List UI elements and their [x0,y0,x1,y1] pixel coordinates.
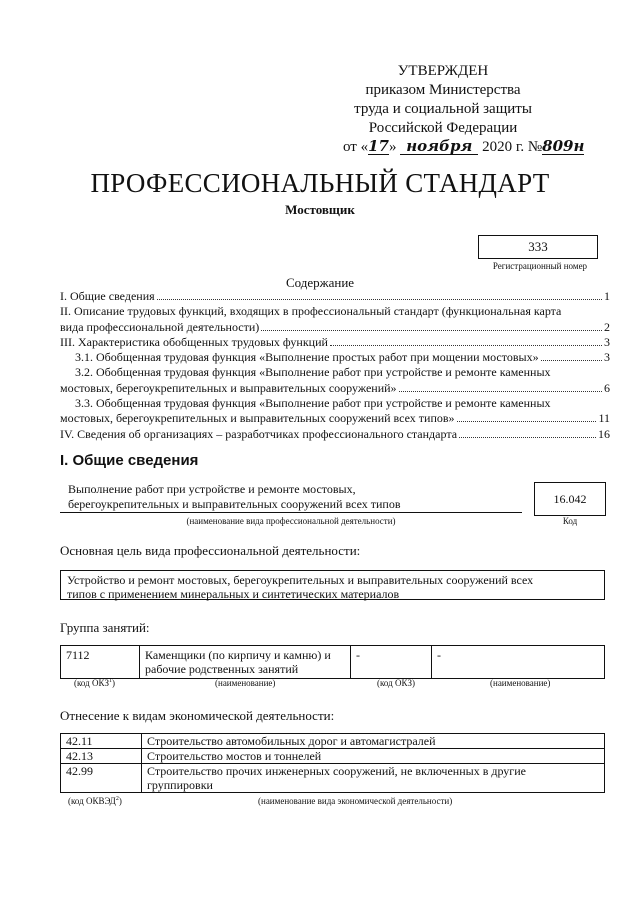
okved-code-cell: 42.11 [61,734,142,749]
toc-item-line[interactable] [60,396,610,411]
activity-label: (наименование вида профессиональной деятельности) [186,516,396,526]
okved-code-cell: 42.13 [61,749,142,764]
activity-line-2: берегоукрепительных и выправительных сооружений всех типов [68,497,401,511]
date-prefix: от « [343,139,369,155]
approval-line-3: труда и социальной защиты [354,101,532,117]
okved-name-cell: Строительство прочих инженерных сооружений, не включенных в другие группировки [142,764,605,793]
toc-item-line[interactable] [60,365,610,380]
code-label: Код [562,516,578,526]
okz-code-label: (код ОКЗ$^1$) [74,678,115,688]
toc-item-text: вида профессиональной деятельности) [60,319,260,334]
goal-line-2: типов с применением минеральных и синтетических материалов [67,587,400,601]
approval-line-2: приказом Министерства [365,82,521,98]
activity-code-box: 16.042 [534,482,606,516]
toc-item[interactable] [60,411,610,426]
table-row [61,764,605,793]
okz-name-line-2: рабочие родственных занятий [145,662,299,676]
approval-date-line [343,137,585,157]
toc-title: Содержание [285,275,355,290]
toc-item-text: 3.1. Обобщенная трудовая функция «Выполнение простых работ при мощении мостовых» [75,350,539,365]
table-of-contents [60,289,610,442]
okz-code-cell: 7112 [61,646,140,679]
okz-name-line-1: Каменщики (по кирпичу и камню) и [145,648,331,662]
okved-name-cell: Строительство автомобильных дорог и автомагистралей [142,734,605,749]
okz-name-label-2: (наименование) [490,678,551,688]
approval-line-4: Российской Федерации [368,120,518,136]
toc-item-line[interactable] [60,304,610,319]
goal-line-1: Устройство и ремонт мостовых, берегоукрепительных и выправительных сооружений всех [67,573,534,587]
table-row [61,749,605,764]
table-row [61,734,605,749]
toc-item[interactable] [60,381,610,396]
okved-code-label: (код ОКВЭД$^2$) [68,796,122,806]
document-title: ПРОФЕССИОНАЛЬНЫЙ СТАНДАРТ [90,168,550,198]
toc-item[interactable] [60,350,610,365]
date-month: ноября [400,138,478,155]
okz-name-cell-2: - [432,646,605,679]
toc-item[interactable] [60,289,610,304]
toc-item-text: мостовых, берегоукрепительных и выправительных сооружений всех типов» [60,411,455,426]
registration-number-box: 333 [478,235,598,259]
group-label: Группа занятий: [60,620,150,635]
toc-item[interactable] [60,320,610,335]
toc-item-text: 3.3. Обобщенная трудовая функция «Выполнение работ при устройстве и ремонте каменных [75,396,551,411]
okz-code-cell-2: - [351,646,432,679]
okz-code-label-2: (код ОКЗ) [377,678,415,688]
order-number: 809н [542,137,585,155]
registration-number-label: Регистрационный номер [492,261,588,271]
approval-block [343,62,585,157]
toc-item-page: 3 [604,350,610,365]
toc-item-page: 16 [598,426,610,441]
goal-label: Основная цель вида профессиональной деятельности: [60,543,361,558]
okved-code-cell: 42.99 [61,764,142,793]
approval-line-1: УТВЕРЖДЕН [397,63,489,79]
toc-item-page: 11 [598,411,610,426]
toc-item-page: 1 [604,289,610,303]
date-day: 17 [368,137,389,155]
section-title: I. Общие сведения [60,452,199,469]
okz-name-label: (наименование) [215,678,276,688]
toc-item-text: IV. Сведения об организациях – разработчиках профессионального стандарта [60,426,458,441]
toc-item-text: III. Характеристика обобщенных трудовых функций [60,334,328,349]
date-mid: » [388,139,397,155]
occupation-group-table [60,645,605,679]
okved-name-label: (наименование вида экономической деятельности) [258,796,453,806]
toc-item-page: 6 [604,380,610,395]
toc-item-page: 3 [604,334,610,349]
toc-item[interactable] [60,427,610,442]
toc-item[interactable] [60,335,610,350]
okz-name-cell [140,646,351,679]
table-row [61,646,605,679]
toc-item-page: 2 [604,319,610,334]
okved-name-cell: Строительство мостов и тоннелей [142,749,605,764]
toc-item-text: I. Общие сведения [60,289,155,303]
activity-line-1: Выполнение работ при устройстве и ремонте мостовых, [68,482,356,496]
okved-table [60,733,605,793]
date-year: 2020 г. № [482,139,543,155]
toc-item-text: мостовых, берегоукрепительных и выправительных сооружений» [60,380,397,395]
okved-label: Отнесение к видам экономической деятельности: [60,708,335,723]
toc-item-text: 3.2. Обобщенная трудовая функция «Выполнение работ при устройстве и ремонте каменных [75,365,551,380]
activity-name [60,482,522,513]
goal-box [60,570,605,600]
toc-item-text: II. Описание трудовых функций, входящих в профессиональный стандарт (функциональная карта [60,304,562,319]
document-subtitle: Мостовщик [285,202,355,217]
